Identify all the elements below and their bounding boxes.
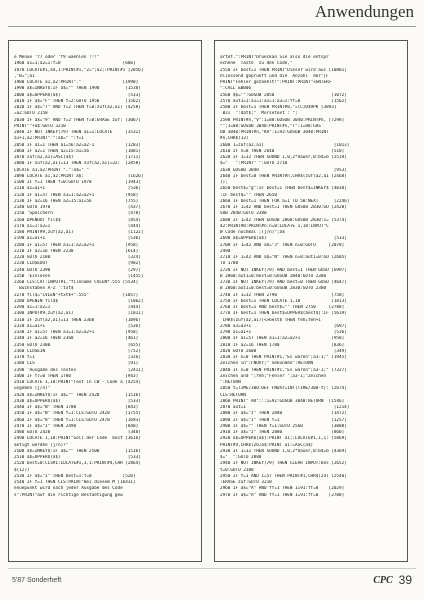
code-line: 1960 a1=1:a2=1:f=0 [606] — [14, 61, 136, 67]
code-line: 2190 a1=a1+1 [536] — [14, 236, 141, 242]
code-line: 2070 zuf(a2,a1)=ASC(a$) [1711] — [14, 155, 141, 160]
code-line: 2670 IF 1=42 AND best=1 THEN GOSUB 2830:GO [2420] — [220, 205, 347, 210]
cpc-logo: CPC — [373, 574, 393, 586]
code-line: =a2:GOTO 2150 — [14, 111, 48, 117]
footer-right — [373, 573, 412, 587]
code-line: :ERASE zuf:GOTO 3210 — [220, 480, 272, 485]
code-line: t=0:GOTO 2380 — [220, 467, 254, 473]
code-line: 2890 IF a$="J" THEN f=1 [1257] — [220, 417, 347, 423]
code-line: 2110 a1=a1+1 [536] — [14, 186, 141, 192]
code-line: LOCATE a1,a2:PRINT ".":a$=" " — [14, 167, 90, 173]
code-line: 2720 IF NOT INKEY(79) AND best=1 THEN GOSU [6997] — [220, 267, 347, 273]
code-line: 2570 aut1=1:a1=1:a2=1:a3=1:ff=0 [1562] — [220, 98, 347, 104]
header-rule — [8, 26, 416, 27]
code-line: 2090 LOCATE a1,a2:PRINT a$; [1626] — [14, 173, 144, 179]
code-line: BJI ":dat$;" Morsetext : "; — [220, 111, 298, 117]
code-line: 2040 IF NOT INKEY(79) THEN a1=1:LOCATE [3532] — [14, 130, 141, 135]
code-line: 2710 IF 1=42 AND a$="N" THEN n=0:aut1=0:GO [2605] — [220, 255, 347, 260]
code-line: 2010 IF a$="F" THEN f=2:GOTO 1950 [1562] — [14, 98, 141, 104]
code-line: 2230 CLOSEOUT [902] — [14, 261, 141, 267]
code-line: 1970 LOCATE#1,44,1:PRINT#1,"2=";a2;:PRINT#1 [2856] — [14, 67, 144, 73]
code-line: $(127) — [14, 467, 30, 473]
code-line: 2530 IF a$="J" THEN best=1:f=0 [520] — [14, 473, 136, 479]
code-line: Buchstaben A-Z ':txt$ — [14, 286, 74, 292]
code-line: B 2860:aut1=0:best=0:GOSUB 2840:GOTO 2380 — [220, 273, 327, 279]
code-line: 2000 a$=UPPER$(a$) [533] — [14, 92, 141, 98]
code-line: 2400 IF f7=0 THEN 1780 [943] — [14, 373, 139, 379]
code-line: 2340 IF a2=16 THEN 2360 [461] — [14, 336, 139, 342]
code-line: 2390 'Ausgabe des Textes [2411] — [14, 367, 144, 373]
code-line: 2740 IF 1=32 THEN 2790 [758] — [220, 292, 345, 298]
code-line: 2370 f=1 [326] — [14, 355, 141, 360]
code-line: B 2860:aut1=0:best=0:GOSUB 2830:GOTO 2380 — [220, 286, 327, 292]
code-line: 2180 PRINT#9,zuf(a2,a1) [1122] — [14, 230, 144, 235]
code-line: 2210 IF a2=16 THEN 2230 [614] — [14, 248, 139, 254]
code-line: 2080 IF zuf(a2,a1)=13 THEN zuf(a2,a1)=32: [2858] — [14, 161, 141, 167]
code-line: 2150 'Speichern [478] — [14, 211, 141, 217]
code-line: 2870 aut=1 [1214] — [220, 405, 350, 410]
code-line: 2290 a1=1:a2=1 [444] — [14, 305, 141, 310]
code-line: 2910 IF a$="J" THEN 2880 [860] — [220, 430, 345, 435]
code-line: 2240 GOTO 2390 [297] — [14, 267, 141, 273]
code-line: 2220 GOTO 2180 [324] — [14, 255, 141, 260]
code-line: 2700 IF 1=42 AND a$="J" THEN n=0:GOTO [2078] — [220, 242, 345, 248]
code-line: 2330 IF a1=57 THEN a1=1:a2=a2+1 [958] — [14, 330, 139, 335]
footer-rule — [8, 568, 416, 569]
code-line: 2800 IF a1=57 THEN a1=1:a2=a2+1 [958] — [220, 336, 345, 342]
code-line: 2490 — [220, 248, 231, 254]
code-line: 2550 IF best=1 THEN PRINT"Dieser wird aus [10801] — [220, 67, 347, 73]
code-line: 2280 OPENIN fil$$ [1062] — [14, 298, 144, 304]
issue-label: 5'87 Sonderheft — [12, 577, 62, 584]
code-line: 2970 IF a$="A" AND ff=1 THEN 1=91:ff=0 [2708] — [220, 492, 345, 498]
code-line: 2950 IF f=1 AND 1=57 THEN PRINT#1,CHR$(24) [2540] — [220, 473, 347, 479]
code-line: ,"B=";a1 — [14, 73, 35, 79]
code-line: 2160 OPENOUT fil$$ [854] — [14, 217, 141, 223]
code-line: CHR$(zuf(a2,a1))<>best$ THEN feh=feh+1 — [220, 317, 321, 323]
code-line: ":CALL &BB06 — [220, 86, 252, 92]
code-line: 2540 IF f=1 THEN CLS:PRINT"Bei diesem M [16431] — [14, 480, 136, 485]
code-line: )); — [220, 180, 228, 185]
code-line: 2780 a3=a3+1 [697] — [220, 323, 347, 329]
code-line: 2490 LOCATE 1,18:PRINT"Soll der Code best [3616] — [14, 436, 141, 442]
code-line: hliessend geprueft und die Anzahl der"|F — [220, 73, 329, 79]
code-line: 2790 a1=a1+1 [536] — [220, 330, 347, 335]
code-line: :IF best$="" THEN 2650 — [220, 192, 277, 198]
code-line: SUB 2840:GOTO 2380 — [220, 211, 267, 217]
code-line: Zeichen und ";feh;"Fehler ";a3-1;"Zeichen — [220, 373, 327, 379]
code-line: 2200 IF a1=57 THEN a1=1:a2=a2+1 [958] — [14, 242, 139, 248]
code-line: artet.":PRINT"Drueckan Sie also die entspr — [220, 55, 329, 60]
code-line: 2650 best$="g":IF best=1 THEN best$=INKEY$ [4038] — [220, 186, 347, 192]
code-line: $=" ":PRINT" ":GOTO 2710 — [220, 161, 288, 167]
code-line: 2620 IF 1=32 THEN SOUND 1,0,2*dauer,0:b$=b [2519] — [220, 155, 347, 160]
code-line: 2300 INPUT#9,zuf(a2,a1) [1011] — [14, 311, 144, 317]
code-line: aetigt werden (j/n)?" — [14, 442, 69, 448]
listing-column-left — [8, 40, 202, 562]
code-line: 2360 CLOSEIN [752] — [14, 348, 141, 354]
code-line: 2850 t=TIME/300:DEF FNUhr=INT(TIME/300-t): [2674] — [220, 386, 347, 392]
code-line: 2100 IF f=1 THEN f=0:GOTO 1970 [1943] — [14, 180, 141, 185]
code-line: s":PRINT"auf die richtige Bestaetigung gew — [14, 492, 123, 498]
code-line: 2510 a$=UPPER$(a$) [533] — [14, 455, 141, 460]
code-line: 2130 IF a2=16 THEN a2=15:a1=56 [755] — [14, 198, 139, 204]
code-line: 2760 IF best=1 AND best$="" THEN 2750 [2788] — [220, 305, 345, 310]
code-line: W Code nochmal ;(j/n)";a$ — [220, 230, 285, 235]
code-line: 2060 IF a2=1 THEN a2=15:a1=56 [1001] — [14, 148, 141, 154]
code-line: 2820 GOTO 2600 [349] — [220, 348, 347, 354]
code-line: CLS:RETURN — [220, 392, 246, 398]
code-line: 2470 IF a$="J" THEN 2490 [840] — [14, 423, 139, 429]
code-line: 2960 IF a$="A" AND ff=1 THEN 1=91:ff=0 [2029] — [220, 486, 345, 492]
code-line: 2750 IF best=1 THEN LOCATE 1,18 [1813] — [220, 298, 347, 304]
code-line: 2350 GOTO 2300 [655] — [14, 342, 141, 348]
code-line: UB 3040:PRINT#n,"KA":1=93:GOSUB 3040:PRINT — [220, 130, 329, 135]
code-line: 2930 IF 1=32 THEN SOUND 1,0,2*dauer,0:b$=b [4369] — [220, 448, 347, 454]
code-line: TO 1780 — [220, 261, 239, 267]
code-line: 2500 a$=INKEY$:IF a$="" THEN 2500 [1516] — [14, 448, 141, 454]
code-line: 2260 CLS:CAT:INPUT#1,"filename CVLEN*.555 [5534] — [14, 280, 139, 285]
code-line: 42:PRINT#8:PRINT#n:n=0:LOCATE 1,18:INPUT"C — [220, 223, 329, 229]
code-line: 2420 a$=INKEY$:IF a$="" THEN 2420 [1516] — [14, 392, 141, 398]
code-line: 2900 IF a$="" THEN f=1:GOTO 2560 [3008] — [220, 423, 347, 429]
code-line: 2730 IF NOT INKEY(79) AND best=0 THEN GOSU [4647] — [220, 280, 347, 285]
page-number: 39 — [398, 573, 412, 587]
code-line: 2430 a$=UPPER$(a$) [533] — [14, 398, 141, 404]
code-line: Zeichen in";FNUhr;" Sekunden":RETURN — [220, 361, 314, 367]
code-line: usgeben (j/n)" — [14, 386, 51, 392]
code-line: 2450 IF a$="N" THEN f=1:CLS:GOTO 2420 [1755] — [14, 411, 141, 417]
code-line: 2640 IF best=0 THEN PRINT#n,CHR$(zuf(a2,a1 [2468] — [220, 173, 347, 179]
code-line: 2320 a1=a1+1 [536] — [14, 323, 141, 329]
code-line: 2170 a1=1:a2=1 [444] — [14, 223, 141, 229]
code-line: 2810 IF a2=16 THEN 1780 [836] — [220, 342, 345, 348]
code-line: 2580 IF best=1 THEN PRINT#8,"=(C)D$9PK [3893] — [220, 105, 337, 110]
code-line: 2920 a$=UPPER$(a$):PRINT a1;:LOCATE#1,1,1: [5869] — [220, 436, 347, 442]
code-line: 2410 LOCATE 1,18:PRINT"Text in CW - Code a [4254] — [14, 380, 141, 385]
code-line: $=" ":GOTO 2880 — [220, 455, 262, 460]
code-line: 2460 IF a$="8" THEN f=1:CLS:GOTO 2470 [1693] — [14, 417, 141, 423]
code-line: 2590 PRINT#n,"V":1=88:GOSUB 3040:PRINT#n, [7298] — [220, 117, 345, 123]
code-line: 2250 'Einlesen [1455] — [14, 273, 144, 279]
code-line: 2830 IF n=0 THEN PRINT#1,"Es waren";a3-1;" [1945] — [220, 355, 347, 360]
code-line: PRINT"Fehler gezaehlt!":PRINT:PRINT"<ENTER> — [220, 80, 332, 85]
code-line: 2270 fil$="CVLEN"+txt$+".555" [1057] — [14, 292, 139, 298]
code-line: 2030 IF a$="9" AND f=2 THEN f=0:ERASE zuf: [3067] — [14, 117, 141, 123]
code-line: echene Taste zu den Code," — [220, 61, 293, 67]
code-line: 1980 LOCATE a1,a2:PRINT"." [1990] — [14, 80, 139, 85]
code-line: 2690 a$=UPPER$(a$) [533] — [220, 236, 347, 242]
code-line: 2860 PRINT" AR":::1=92:GOSUB 3040:RETURN [1546] — [220, 398, 345, 404]
code-line: 2310 IF zuf(a2,a1)=13 THEN 2360 [1096] — [14, 317, 141, 323]
code-line: 2660 IF best=1 THEN FOR a=1 TO 50:NEXT [2246] — [220, 198, 350, 204]
code-line: 1990 a$=INKEY$:IF a$="" THEN 1990 [1538] — [14, 86, 141, 92]
code-line: 2880 IF a$="J" THEN 2840 [1472] — [220, 411, 347, 417]
code-line: 2610 IF n=8 THEN 2640 [518] — [220, 148, 345, 154]
code-line: 2020 IF a$="7" AND f=2 THEN f=0:zuf(a2,a1) [4258] — [14, 105, 141, 110]
code-line: 2120 IF a1=57 THEN a1=1:a2=a2+1 [958] — [14, 192, 139, 198]
code-line: 2600 1=zuf(a2,a1) [1013] — [220, 142, 350, 148]
code-line: 2630 GOSUB 3040 [953] — [220, 167, 347, 173]
code-line: 2480 GOTO 2420 [348] — [14, 430, 141, 435]
code-line: a1+1,a2:PRINT" ":a$=" ":f=1 — [14, 136, 84, 142]
code-line: enuepunkt wird nach jeder Ausgabe des Code — [14, 486, 123, 492]
code-line: 2520 best=0:CLS#1:LOCATE#1,3,1:PRINT#4,CHR [2864] — [14, 461, 141, 467]
code-line: 2680 IF 1=42 THEN GOSUB 2860:GOSUB 2830:1= [5374] — [220, 217, 347, 223]
code-line: #n,CHR$(13) — [220, 136, 249, 142]
code-line: 2560 $$="":GOSUB 2850 [1072] — [220, 92, 347, 98]
code-line: e Menue 'f7 oder 'f9 waehlen !!!" — [14, 55, 100, 60]
code-line: PRINT""+a$:GOTO 3210 — [14, 123, 66, 129]
code-line: ":RETURN — [220, 380, 241, 385]
listing-column-right — [214, 40, 408, 562]
code-line: PRINT#4,CHR$(26)a$:PRINT a1:=ASC(a$) — [220, 442, 314, 448]
code-line: 2050 IF a1=1 THEN a1=56:a2=a2-1 [1283] — [14, 142, 141, 148]
code-line: 2940 IF NOT INKEY(79) THEN CLEAR INPUT:bes [2652] — [220, 461, 347, 467]
code-line: "";1=88:GOSUB 3040:PRINT#n,"T":1=88:GOS — [220, 123, 321, 129]
section-title: Anwendungen — [314, 2, 414, 21]
code-line: 2840 IF n=0 THEN PRINT#1,"Es waren";a3-1;" [7327] — [220, 367, 347, 373]
code-line: 2440 IF a$="N" THEN 1780 [843] — [14, 405, 139, 410]
code-line: 2770 IF best=1 THEN best$=UPPER$(best$):IF [5619] — [220, 311, 347, 317]
code-line: 2140 GOTO 1970 [437] — [14, 205, 141, 210]
code-line: 2380 CLS [91] — [14, 361, 139, 367]
